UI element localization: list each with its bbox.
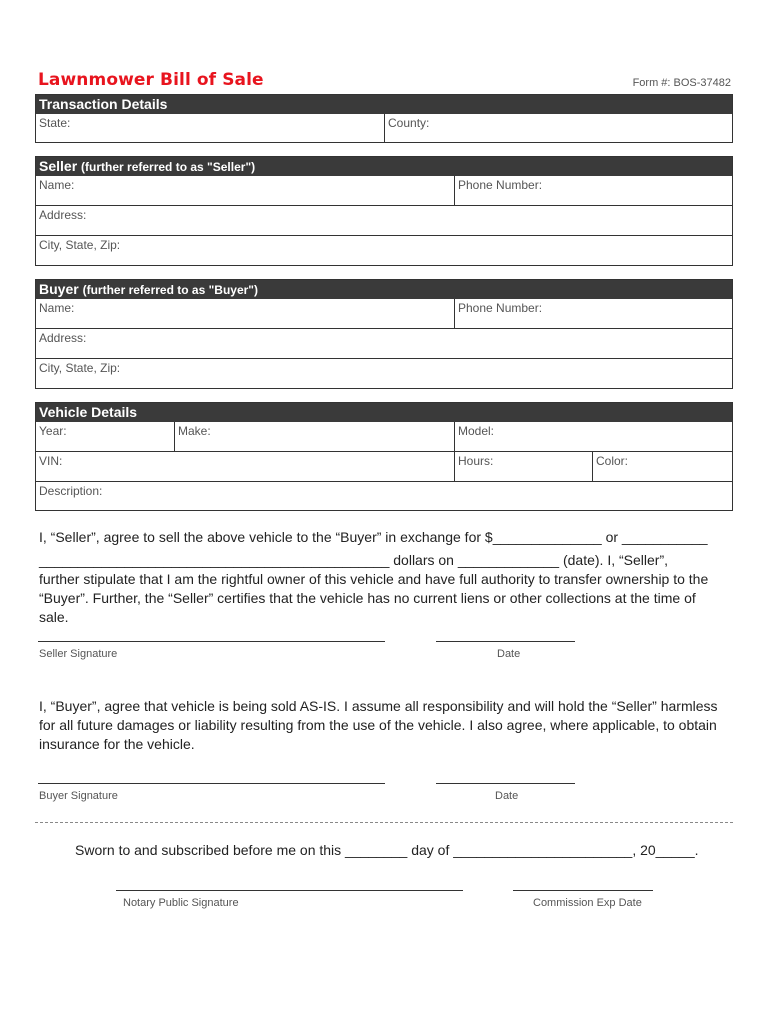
buyer-section	[35, 279, 733, 389]
buyer-name-field[interactable]	[36, 299, 454, 328]
hours-field[interactable]	[454, 452, 592, 481]
seller-heading-sub: (further referred to as "Seller")	[81, 160, 256, 174]
vehicle-row-1	[36, 422, 732, 451]
buyer-address-label: Address:	[39, 331, 87, 345]
buyer-statement	[39, 697, 729, 754]
state-field[interactable]	[36, 114, 384, 142]
seller-section	[35, 156, 733, 266]
buyer-statement-line-1: I, “Buyer”, agree that vehicle is being sold AS-IS. I assume all responsibility and will hold the “Seller” harmless	[39, 698, 718, 714]
commission-date-line[interactable]	[513, 890, 653, 891]
year-field[interactable]	[36, 422, 174, 451]
seller-name-label: Name:	[39, 178, 75, 192]
seller-city-label: City, State, Zip:	[39, 238, 121, 252]
notary-signature-line[interactable]	[116, 890, 463, 891]
seller-heading-title: Seller	[39, 158, 78, 174]
seller-signature-line[interactable]	[38, 641, 385, 642]
buyer-statement-line-3: insurance for the vehicle.	[39, 736, 195, 752]
commission-exp-label: Commission Exp Date	[533, 897, 642, 909]
make-label: Make:	[178, 424, 211, 438]
color-field[interactable]	[592, 452, 732, 481]
transaction-heading: Transaction Details	[36, 95, 732, 114]
seller-address-field[interactable]	[36, 205, 732, 235]
buyer-heading	[36, 280, 732, 299]
description-label: Description:	[39, 484, 103, 498]
seller-phone-label: Phone Number:	[458, 178, 543, 192]
buyer-statement-line-2: for all future damages or liability resulting from the use of the vehicle. I also agree, where applicable, to obtain	[39, 717, 717, 733]
model-label: Model:	[458, 424, 495, 438]
state-label: State:	[39, 116, 71, 130]
seller-city-field[interactable]	[36, 235, 732, 265]
form-number: Form #: BOS-37482	[632, 77, 731, 89]
seller-date-line[interactable]	[436, 641, 575, 642]
buyer-signature-label: Buyer Signature	[39, 790, 118, 802]
buyer-date-line[interactable]	[436, 783, 575, 784]
description-field[interactable]	[36, 481, 732, 510]
buyer-city-label: City, State, Zip:	[39, 361, 121, 375]
seller-name-field[interactable]	[36, 176, 454, 205]
transaction-section	[35, 94, 733, 143]
buyer-date-label: Date	[495, 790, 519, 802]
seller-name-row	[36, 176, 732, 205]
seller-statement-line-3: further stipulate that I am the rightful owner of this vehicle and have full authority to transfer ownership to the	[39, 571, 709, 587]
color-label: Color:	[596, 454, 629, 468]
buyer-heading-sub: (further referred to as "Buyer")	[82, 283, 258, 297]
buyer-phone-field[interactable]	[454, 299, 732, 328]
notary-signature-label: Notary Public Signature	[123, 897, 239, 909]
buyer-name-label: Name:	[39, 301, 75, 315]
seller-statement-line-1: I, “Seller”, agree to sell the above vehicle to the “Buyer” in exchange for $______________ or ___________	[39, 529, 708, 545]
seller-signature-label: Seller Signature	[39, 648, 118, 660]
model-field[interactable]	[454, 422, 732, 451]
seller-phone-field[interactable]	[454, 176, 732, 205]
notary-sworn-text: Sworn to and subscribed before me on this ________ day of _______________________, 20_____.	[75, 842, 699, 858]
vin-field[interactable]	[36, 452, 454, 481]
buyer-name-row	[36, 299, 732, 328]
county-field[interactable]	[384, 114, 732, 142]
seller-date-label: Date	[497, 648, 521, 660]
buyer-heading-title: Buyer	[39, 281, 79, 297]
transaction-row	[36, 114, 732, 142]
seller-heading	[36, 157, 732, 176]
seller-statement-line-2: _____________________________________________ dollars on _____________ (date). I, “Seller”,	[39, 552, 668, 568]
vehicle-section	[35, 402, 733, 511]
seller-statement-line-4: “Buyer”. Further, the “Seller” certifies that the vehicle has no current liens or other collections at the time of sale.	[39, 590, 696, 625]
make-field[interactable]	[174, 422, 454, 451]
buyer-phone-label: Phone Number:	[458, 301, 543, 315]
seller-address-label: Address:	[39, 208, 87, 222]
hours-label: Hours:	[458, 454, 494, 468]
document-title: Lawnmower Bill of Sale	[38, 70, 264, 90]
seller-statement	[39, 528, 729, 627]
county-label: County:	[388, 116, 430, 130]
vehicle-heading: Vehicle Details	[36, 403, 732, 422]
vehicle-row-2	[36, 451, 732, 481]
buyer-address-field[interactable]	[36, 328, 732, 358]
year-label: Year:	[39, 424, 67, 438]
buyer-signature-line[interactable]	[38, 783, 385, 784]
vin-label: VIN:	[39, 454, 63, 468]
buyer-city-field[interactable]	[36, 358, 732, 388]
section-divider	[35, 822, 733, 823]
